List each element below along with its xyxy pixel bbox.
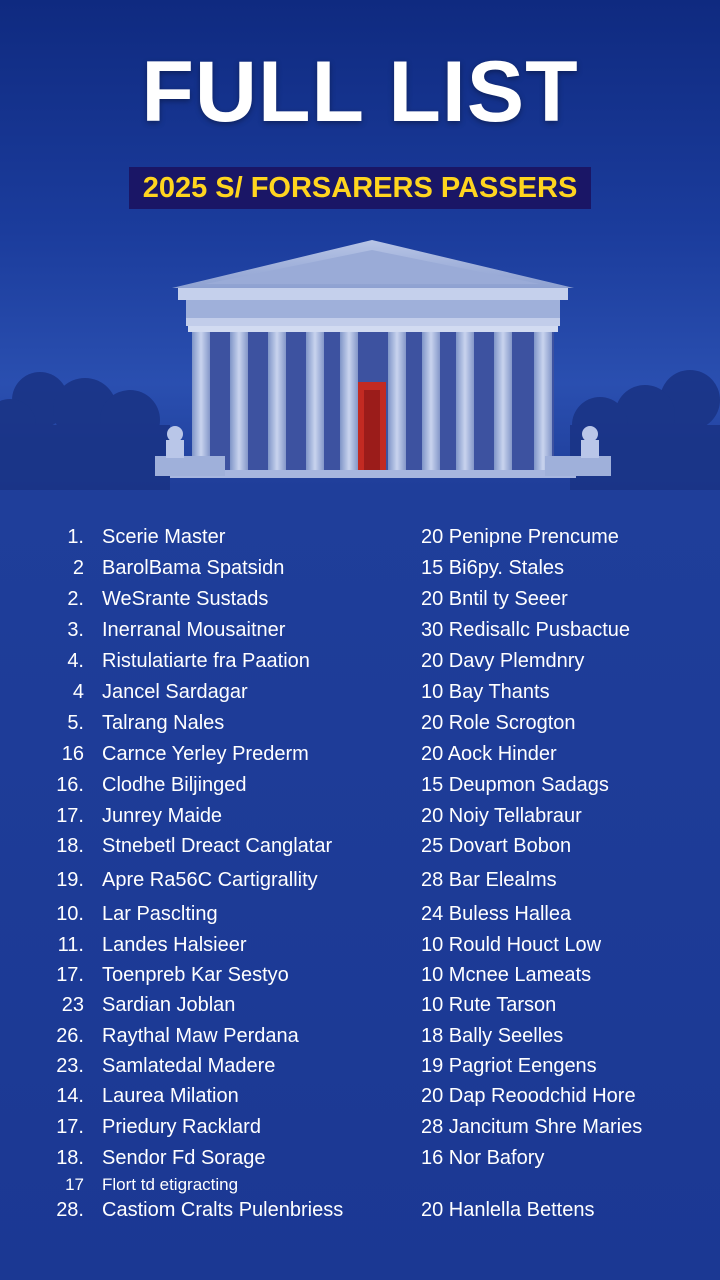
item-name: WeSrante Sustads [102,588,269,610]
list-item [0,522,720,552]
right-list-item: 20 Penipne Prencume [421,526,619,548]
right-list-item: 25 Dovart Bobon [421,835,572,857]
item-number: 16 [61,743,84,765]
item-name: Talrang Nales [102,712,225,734]
item-number: 17. [56,964,84,986]
item-name: Clodhe Biljinged [102,774,247,796]
list-item [0,1195,720,1225]
subtitle: 2025 S/ FORSARERS PASSERS [129,167,592,209]
item-number: 18. [56,1147,84,1169]
right-list-item: 10 Mcnee Lameats [421,964,592,986]
right-list-item: 10 Rute Tarson [421,994,557,1016]
list-item [0,1021,720,1051]
right-list-item: 15 Deupmon Sadags [421,774,609,796]
list-item [0,930,720,960]
list-item [0,553,720,583]
right-list-item: 30 Redisallc Pusbactue [421,619,631,641]
item-name: Scerie Master [102,526,226,548]
item-number: 23. [56,1055,84,1077]
right-list-item: 19 Pagriot Eengens [421,1055,597,1077]
item-number: 28. [56,1199,84,1221]
item-number: 17. [56,1116,84,1138]
right-list-item: 20 Noiy Tellabraur [421,805,582,827]
list-item [0,831,720,861]
list-item [0,960,720,990]
left-trees [0,372,170,490]
right-list-item: 20 Dap Reoodchid Hore [421,1085,636,1107]
list-item [0,1143,720,1173]
right-list-item: 16 Nor Bafory [421,1147,545,1169]
right-list-item: 18 Bally Seelles [421,1025,564,1047]
right-list-item: 20 Hanlella Bettens [421,1199,595,1221]
right-list-item: 24 Buless Hallea [421,903,572,925]
item-number: 26. [56,1025,84,1047]
item-name: Junrey Maide [102,805,223,827]
item-number: 5. [67,712,84,734]
item-name: Landes Halsieer [102,934,247,956]
item-name: Laurea Milation [102,1085,239,1107]
item-name: Raythal Maw Perdana [102,1025,299,1047]
right-list-item: 15 Bi6py. Stales [421,557,565,579]
right-list-item: 28 Bar Elealms [421,869,557,891]
list-item [0,801,720,831]
item-number: 14. [56,1085,84,1107]
item-name: Jancel Sardagar [102,681,248,703]
item-number: 16. [56,774,84,796]
list-item [0,865,720,895]
passers-list [0,522,720,1242]
courthouse-illustration [0,230,720,490]
right-list-item: 10 Rould Houct Low [421,934,602,956]
list-item [0,646,720,676]
item-name: Sardian Joblan [102,994,236,1016]
item-number: 3. [67,619,84,641]
item-name: BarolBama Spatsidn [102,557,285,579]
right-list-item: 20 Bntil ty Seeer [421,588,568,610]
item-number: 17. [56,805,84,827]
item-name: Sendor Fd Sorage [102,1147,266,1169]
list-item [0,615,720,645]
item-number: 1. [67,526,84,548]
item-number: 17 [65,1175,84,1194]
item-name: Priedury Racklard [102,1116,261,1138]
item-name: Inerranal Mousaitner [102,619,286,641]
list-item [0,770,720,800]
right-list-item: 28 Jancitum Shre Maries [421,1116,643,1138]
item-number: 4. [67,650,84,672]
item-name: Ristulatiarte fra Paation [102,650,310,672]
page-title: FULL LIST [141,44,579,140]
list-item [0,1112,720,1142]
item-number: 18. [56,835,84,857]
right-list-item: 20 Role Scrogton [421,712,576,734]
list-item [0,708,720,738]
item-name: Flort td etigracting [102,1175,239,1194]
item-name: Stnebetl Dreact Canglatar [102,835,333,857]
item-name: Toenpreb Kar Sestyo [102,964,289,986]
left-statue [166,426,184,458]
item-name: Castiom Cralts Pulenbriess [102,1199,344,1221]
item-name: Apre Ra56C Cartigrallity [102,869,318,891]
item-number: 2. [67,588,84,610]
right-list-item: 20 Davy Plemdnry [421,650,585,672]
item-number: 19. [56,869,84,891]
right-list-item: 20 Aock Hinder [421,743,557,765]
item-number: 4 [72,681,84,703]
right-list-item: 10 Bay Thants [421,681,550,703]
list-item [0,899,720,929]
list-item [0,1051,720,1081]
list-item [0,584,720,614]
item-number: 10. [56,903,84,925]
list-item [0,677,720,707]
list-item [0,1081,720,1111]
item-number: 2 [72,557,84,579]
item-number: 23 [61,994,84,1016]
list-item [0,990,720,1020]
list-item [0,739,720,769]
right-statue [581,426,599,458]
subtitle-banner [0,167,720,209]
item-name: Carnce Yerley Prederm [102,743,309,765]
item-name: Lar Pasclting [102,903,218,925]
item-name: Samlatedal Madere [102,1055,276,1077]
item-number: 11. [57,934,84,956]
